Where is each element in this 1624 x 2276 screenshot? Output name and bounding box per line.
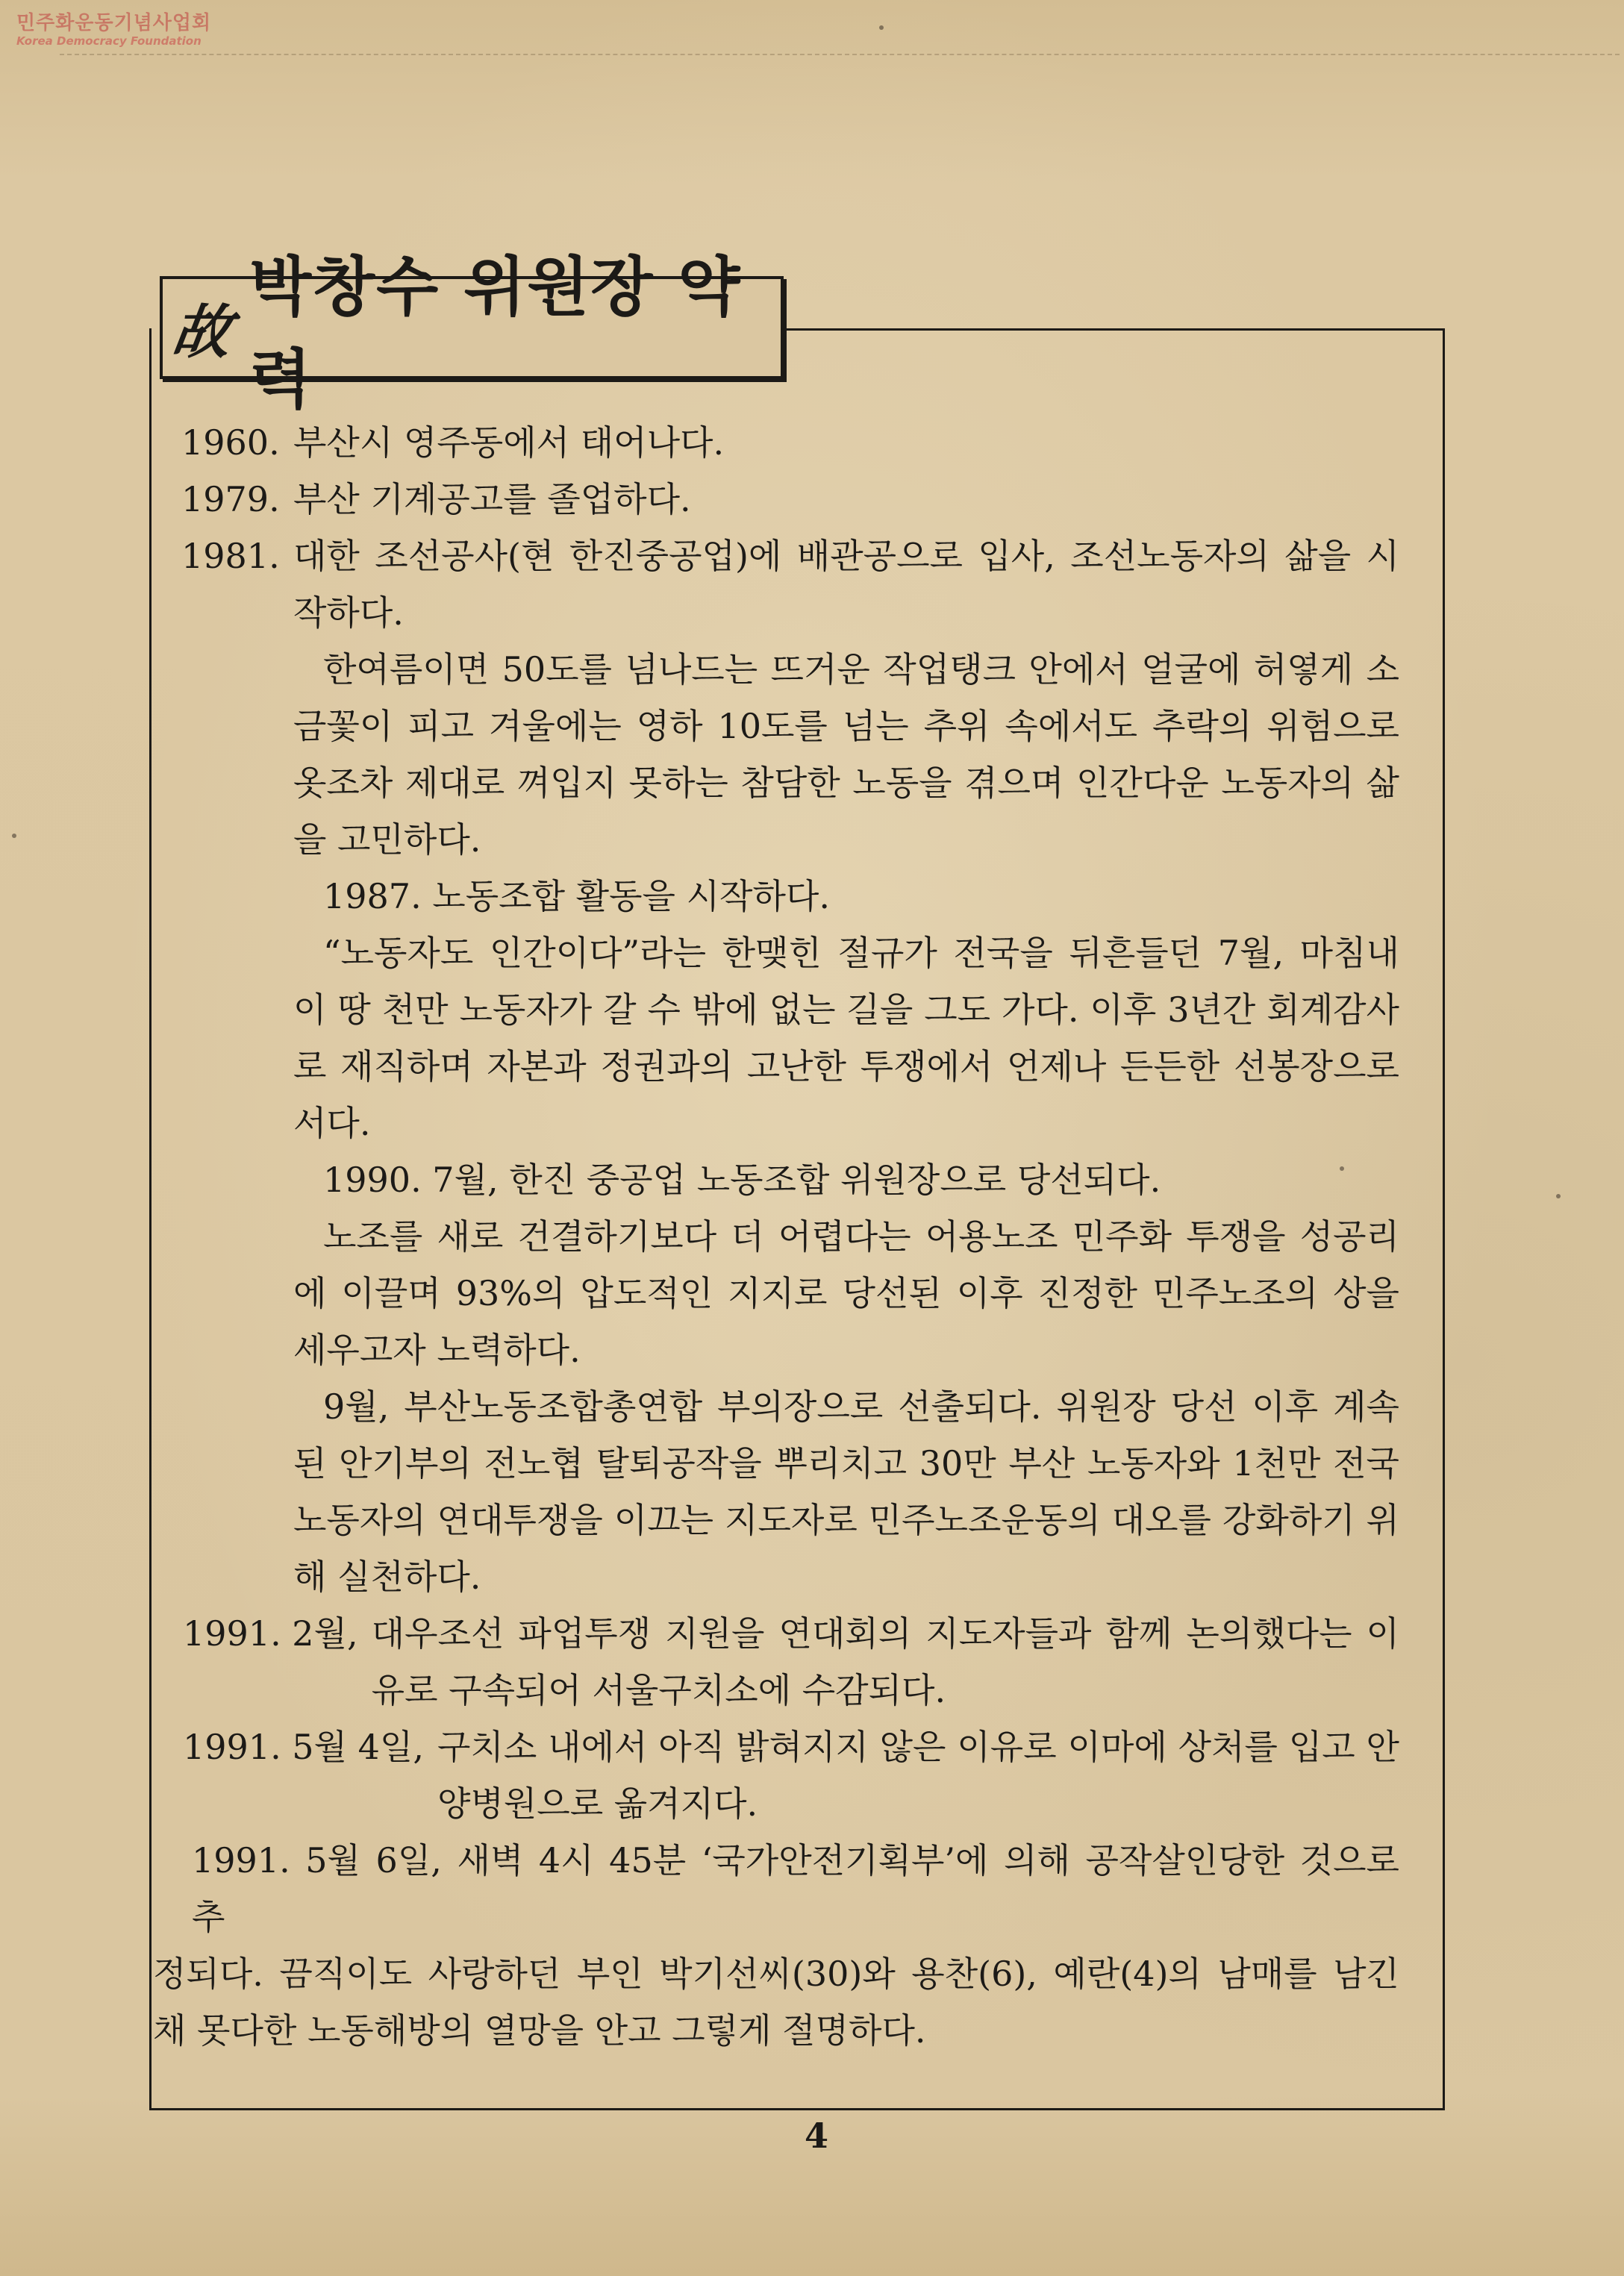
paper-speck — [1340, 1166, 1344, 1171]
entry-year: 1981. — [181, 536, 280, 576]
entry-year: 1979. — [181, 479, 280, 519]
paragraph-1990-election: 1990. 7월, 한진 중공업 노동조합 위원장으로 당선되다. — [323, 1160, 1161, 1200]
final-paragraph-rest: 정되다. 끔직이도 사랑하던 부인 박기선씨(30)와 용찬(6), 예란(4)의 남매를 남긴 채 못다한 노동해방의 열망을 안고 그렇게 절명하다. — [153, 1954, 1399, 2051]
paragraph-1987: 1987. 노동조합 활동을 시작하다. — [323, 876, 830, 916]
timeline-entry — [153, 471, 1399, 528]
entry-text: 부산시 영주동에서 태어나다. — [293, 422, 725, 463]
timeline-entry — [153, 528, 1399, 641]
watermark — [16, 13, 211, 47]
paragraph-july-struggle: “노동자도 인간이다”라는 한맺힌 절규가 전국을 뒤흔들던 7월, 마침내 이 땅 천만 노동자가 갈 수 밖에 없는 길을 그도 가다. 이후 3년간 회계감사로 재직하며 자본과 정권과의 고난한 투쟁에서 언제나 든든한 선봉장으로 서다. — [293, 933, 1399, 1143]
page-title: 박창수 위원장 약력 — [249, 250, 742, 417]
frame-top-border — [782, 328, 1443, 331]
paper-speck — [879, 25, 884, 30]
event-date: 1991. 5월 4일, — [183, 1727, 424, 1767]
final-paragraph — [153, 1832, 1399, 2059]
paragraph-work-conditions: 한여름이면 50도를 넘나드는 뜨거운 작업탱크 안에서 얼굴에 허옇게 소금꽃이 피고 겨울에는 영하 10도를 넘는 추위 속에서도 추락의 위험으로 옷조차 제대로 껴입지 못하는 참담한 노동을 겪으며 인간다운 노동자의 삶을 고민하다. — [293, 649, 1399, 860]
biography-content — [153, 414, 1399, 2059]
event-1991-feb — [153, 1605, 1399, 1719]
watermark-org-english: Korea Democracy Foundation — [16, 34, 202, 48]
event-date: 1991. 2월, — [183, 1613, 358, 1654]
entry-text: 부산 기계공고를 졸업하다. — [293, 479, 691, 519]
title-box — [160, 250, 784, 417]
title-hanja-prefix: 故 — [167, 298, 236, 366]
final-paragraph-first-line: 1991. 5월 6일, 새벽 4시 45분 ‘국가안전기획부’에 의해 공작살인당한 것으로 추 — [192, 1840, 1399, 1937]
paragraph-september: 9월, 부산노동조합총연합 부의장으로 선출되다. 위원장 당선 이후 계속된 안기부의 전노협 탈퇴공작을 뿌리치고 30만 부산 노동자와 1천만 전국 노동자의 연대투쟁을 이끄는 지도자로 민주노조운동의 대오를 강화하기 위해 실천하다. — [293, 1386, 1399, 1597]
entry-text: 대한 조선공사(현 한진중공업)에 배관공으로 입사, 조선노동자의 삶을 시작하다. — [293, 536, 1399, 633]
event-1991-may4 — [153, 1719, 1399, 1832]
entry-year: 1960. — [181, 422, 280, 463]
paper-speck — [12, 834, 16, 838]
page-top-rule — [60, 54, 1620, 55]
event-text: 구치소 내에서 아직 밝혀지지 않은 이유로 이마에 상처를 입고 안양병원으로 옮겨지다. — [437, 1727, 1399, 1824]
paper-speck — [1556, 1194, 1561, 1198]
page-number: 4 — [804, 2116, 828, 2156]
watermark-org-korean: 민주화운동기념사업회 — [16, 12, 212, 34]
paragraph-union-democratization: 노조를 새로 건결하기보다 더 어렵다는 어용노조 민주화 투쟁을 성공리에 이끌며 93%의 압도적인 지지로 당선된 이후 진정한 민주노조의 상을 세우고자 노력하다. — [293, 1216, 1399, 1370]
timeline-entry — [153, 414, 1399, 471]
event-text: 대우조선 파업투쟁 지원을 연대회의 지도자들과 함께 논의했다는 이유로 구속되어 서울구치소에 수감되다. — [371, 1613, 1399, 1710]
